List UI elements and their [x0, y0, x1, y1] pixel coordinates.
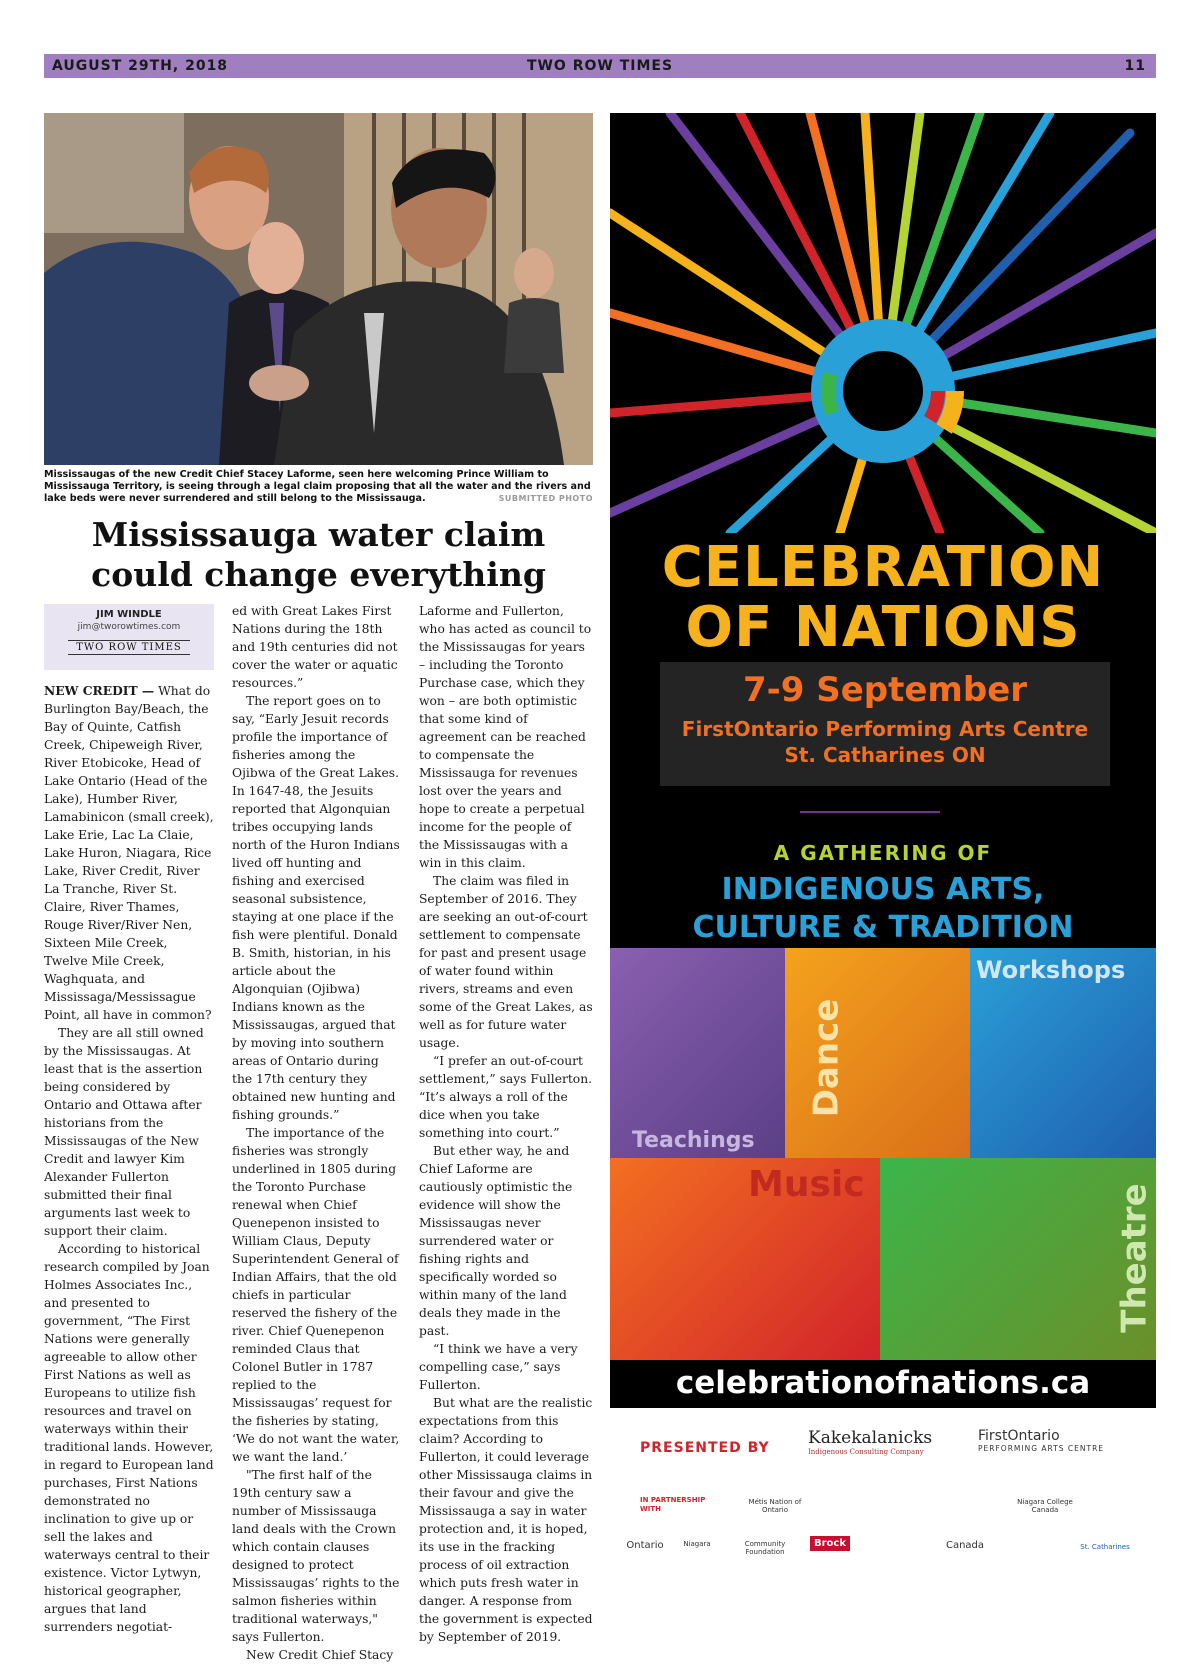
paragraph: The report goes on to say, “Early Jesuit records profile the importance of fisheries among the Ojibwa of the Great Lakes. In 1647-48, the Jesuits reported that Algonquian tribes occupying lands north of the Huron Indians lived off hunting and fishing and exercised seasonal subsistence, staying at one place if the fish were plentiful. Donald B. Smith, historian, in his article about the Algonquian (Ojibwa) Indians known as the Mississaugas, argued that by moving into southern areas of Ontario during the 17th century they obtained new hunting and fishing grounds.”: [232, 694, 400, 1122]
presented-by-label: PRESENTED BY: [640, 1440, 770, 1456]
ad-gathering-text: A GATHERING OF: [773, 841, 993, 865]
paragraph: ed with Great Lakes First Nations during the 18th and 19th centuries did not cover the water or aquatic resources.”: [232, 604, 398, 690]
kakekalanicks-logo: Kakekalanicks Indigenous Consulting Company: [808, 1428, 933, 1456]
paragraph: The importance of the fisheries was strongly underlined in 1805 during the Toronto Purchase renewal when Chief Quenepenon insisted to William Claus, Deputy Superintendent General of Indian Affairs, that the old chiefs in particular reserved the fishery of the river. Chief Quenepenon reminded Claus that Colonel Butler in 1787 replied to the Mississaugas’ request for the fisheries by stating, ‘We do not want the water, we want the land.’: [232, 1126, 400, 1464]
tile-dance-photo: [785, 948, 970, 1158]
photo-caption: [44, 469, 593, 505]
dateline: NEW CREDIT —: [44, 683, 155, 698]
paragraph: But ether way, he and Chief Laforme are cautiously optimistic the evidence will show the Mississaugas never surrendered water or fishing rights and specifically worded so within many of the land deals they made in the past.: [419, 1144, 573, 1338]
paragraph: “I prefer an out-of-court settlement,” says Fullerton. “It’s always a roll of the dice when you take something into court.”: [419, 1054, 593, 1140]
sunburst-graphic: [610, 113, 1156, 533]
event-venue: FirstOntario Performing Arts Centre St. Catharines ON: [681, 717, 1089, 767]
photo-credit: SUBMITTED PHOTO: [498, 494, 593, 503]
tile-label-dance: Dance: [806, 998, 847, 1118]
tile-teachings-photo: [610, 948, 785, 1158]
partner-logo: Niagara: [683, 1540, 711, 1548]
ad-website-link[interactable]: celebrationofnations.ca: [675, 1365, 1091, 1401]
tile-label-teachings: Teachings: [632, 1128, 755, 1153]
ad-divider: [800, 811, 940, 813]
author-email[interactable]: jim@tworowtimes.com: [77, 622, 181, 632]
partner-logo: Ontario: [626, 1540, 664, 1551]
article-column-2: [232, 602, 402, 1664]
ad-indigenous-text: INDIGENOUS ARTS, CULTURE & TRADITION: [692, 872, 1074, 945]
page-header: [44, 54, 1156, 78]
partner-logo: Community Foundation: [744, 1540, 786, 1556]
article-photo: [44, 113, 593, 465]
page-number: 11: [1124, 58, 1146, 74]
author-name: JIM WINDLE: [96, 609, 162, 620]
byline-publication: TWO ROW TIMES: [68, 640, 190, 655]
celebration-of-nations-ad[interactable]: [610, 113, 1156, 1408]
tile-label-workshops: Workshops: [976, 956, 1126, 984]
firstontario-logo: FirstOntario PERFORMING ARTS CENTRE: [978, 1428, 1105, 1453]
paragraph: "The first half of the 19th century saw a number of Mississauga land deals with the Crown which contain clauses designed to protect Mississaugas’ rights to the salmon fisheries within traditional waterways," says Fullerton.: [232, 1468, 400, 1644]
paragraph: Laforme and Fullerton, who has acted as council to the Mississaugas for years – including the Toronto Purchase case, which they won – are both optimistic that some kind of agreement can be reached to compensate the Mississauga for revenues lost over the years and hope to create a perpetual income for the people of the Mississaugas with a win in this claim.: [419, 604, 592, 870]
ad-event-info: [660, 662, 1110, 786]
paragraph: NEW CREDIT — What do Burlington Bay/Beach, the Bay of Quinte, Catfish Creek, Chipeweigh River, River Etobicoke, Head of Lake Ontario (Head of the Lake), Humber River, Lamabinicon (small creek), Lake Erie, Lac La Claie, Lake Huron, Niagara, Rice Lake, River Credit, River La Tranche, River St. Claire, River Thames, Rouge River/River Nen, Sixteen Mile Creek, Twelve Mile Creek, Waghquata, and Mississaga/Messissague Point, all have in common?: [44, 683, 214, 1022]
partner-logo: Canada: [945, 1540, 985, 1551]
partner-logo: Brock: [810, 1536, 850, 1551]
tile-theatre-photo: [880, 1158, 1156, 1360]
paragraph: But what are the realistic expectations from this claim? According to Fullerton, it could leverage other Mississauga claims in their favour and give the Mississauga a say in water protection and, it is hoped, its use in the fracking process of oil extraction which puts fresh water in danger. A response from the government is expected by September of 2019.: [419, 1396, 593, 1644]
article-headline: Mississauga water claim could change everything: [91, 515, 546, 594]
article-column-1: [44, 682, 214, 1636]
paragraph: They are all still owned by the Mississaugas. At least that is the assertion being considered by Ontario and Ottawa after historians from the Mississaugas of the New Credit and lawyer Kim Alexander Fullerton submitted their final arguments last week to support their claim.: [44, 1026, 204, 1238]
partner-logo: St. Catharines: [1080, 1543, 1130, 1551]
issue-date: AUGUST 29TH, 2018: [52, 58, 229, 74]
caption-text: Mississaugas of the new Credit Chief Stacey Laforme, seen here welcoming Prince William to Mississauga Territory, is seeing through a legal claim proposing that all the water and the rivers and lake beds were never surrendered and still belong to the Mississauga.: [44, 469, 591, 504]
ad-title: CELEBRATION OF NATIONS: [661, 535, 1105, 660]
partner-logo: Niagara College Canada: [1017, 1498, 1073, 1514]
paragraph: “I think we have a very compelling case,” says Fullerton.: [419, 1342, 578, 1392]
paragraph: According to historical research compiled by Joan Holmes Associates Inc., and presented to government, “The First Nations were generally agreeable to allow other First Nations as well as Europeans to utilize fish resources and travel on waterways within their traditional lands. However, in regard to European land purchases, First Nations demonstrated no inclination to give up or sell the lakes and waterways central to their existence. Victor Lytwyn, historical geographer, argues that land surrenders negotiat-: [44, 1242, 214, 1634]
tile-label-music: Music: [748, 1164, 865, 1205]
article-column-3: [419, 602, 593, 1646]
tile-music-photo: [610, 1158, 880, 1360]
paragraph: The claim was filed in September of 2016. They are seeking an out-of-court settlement to compensate for past and present usage of water found within rivers, streams and even some of the Great Lakes, as well as for future water usage.: [419, 874, 593, 1050]
photo-illustration: [44, 113, 593, 465]
paper-name: TWO ROW TIMES: [526, 58, 674, 74]
in-partnership-label: IN PARTNERSHIP WITH: [640, 1496, 706, 1513]
partner-logo: Métis Nation of Ontario: [748, 1498, 802, 1514]
tile-label-theatre: Theatre: [1114, 1183, 1155, 1333]
tile-workshops-photo: [970, 948, 1156, 1158]
byline-box: [44, 604, 214, 670]
event-dates: 7-9 September: [742, 670, 1028, 710]
sponsor-strip: [610, 1418, 1156, 1568]
paragraph: New Credit Chief Stacy: [246, 1648, 394, 1662]
